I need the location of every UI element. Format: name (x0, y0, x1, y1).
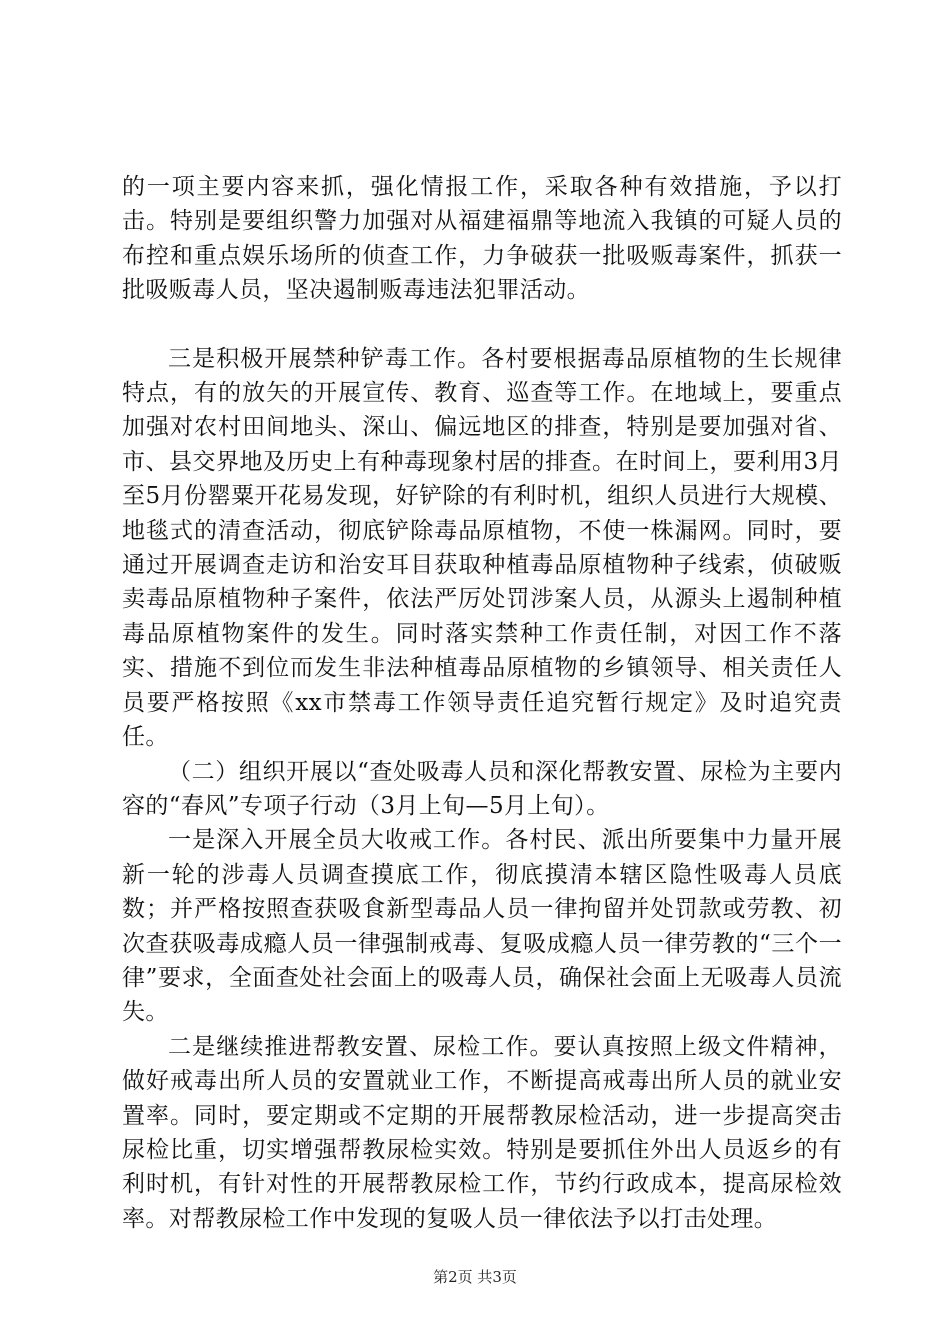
paragraph-placement-testing: 二是继续推进帮教安置、尿检工作。要认真按照上级文件精神，做好戒毒出所人员的安置就业工作，不断提高戒毒出所人员的就业安置率。同时，要定期或不定期的开展帮教尿检活动，进一步提高突击尿检比重，切实增强帮教尿检实效。特别是要抓住外出人员返乡的有利时机，有针对性的开展帮教尿检工作，节约行政成本，提高尿检效率。对帮教尿检工作中发现的复吸人员一律依法予以打击处理。 (122, 1033, 842, 1232)
paragraph-continuation: 的一项主要内容来抓，强化情报工作，采取各种有效措施，予以打击。特别是要组织警力加强对从福建福鼎等地流入我镇的可疑人员的布控和重点娱乐场所的侦查工作，力争破获一批吸贩毒案件，抓获一批吸贩毒人员，坚决遏制贩毒违法犯罪活动。 (122, 174, 842, 304)
paragraph-ban-planting: 三是积极开展禁种铲毒工作。各村要根据毒品原植物的生长规律特点，有的放矢的开展宣传、教育、巡查等工作。在地域上，要重点加强对农村田间地头、深山、偏远地区的排查，特别是要加强对省、市、县交界地及历史上有种毒现象村居的排查。在时间上，要利用3月至5月份罂粟开花易发现，好铲除的有利时机，组织人员进行大规模、地毯式的清查活动，彻底铲除毒品原植物，不使一株漏网。同时，要通过开展调查走访和治安耳目获取种植毒品原植物种子线索，侦破贩卖毒品原植物种子案件，依法严厉处罚涉案人员，从源头上遏制种植毒品原植物案件的发生。同时落实禁种工作责任制，对因工作不落实、措施不到位而发生非法种植毒品原植物的乡镇领导、相关责任人员要严格按照《xx市禁毒工作领导责任追究暂行规定》及时追究责任。 (122, 345, 842, 751)
page-footer: 第2页 共3页 (433, 1268, 517, 1286)
document-body (122, 170, 842, 1236)
paragraph-section-heading: （二）组织开展以“查处吸毒人员和深化帮教安置、尿检为主要内容的“春风”专项子行动（3月上旬—5月上旬）。 (122, 758, 842, 819)
paragraph-rehab-collection: 一是深入开展全员大收戒工作。各村民、派出所要集中力量开展新一轮的涉毒人员调查摸底工作，彻底摸清本辖区隐性吸毒人员底数；并严格按照查获吸食新型毒品人员一律拘留并处罚款或劳教、初次查获吸毒成瘾人员一律强制戒毒、复吸成瘾人员一律劳教的“三个一律”要求，全面查处社会面上的吸毒人员，确保社会面上无吸毒人员流失。 (122, 827, 842, 1026)
